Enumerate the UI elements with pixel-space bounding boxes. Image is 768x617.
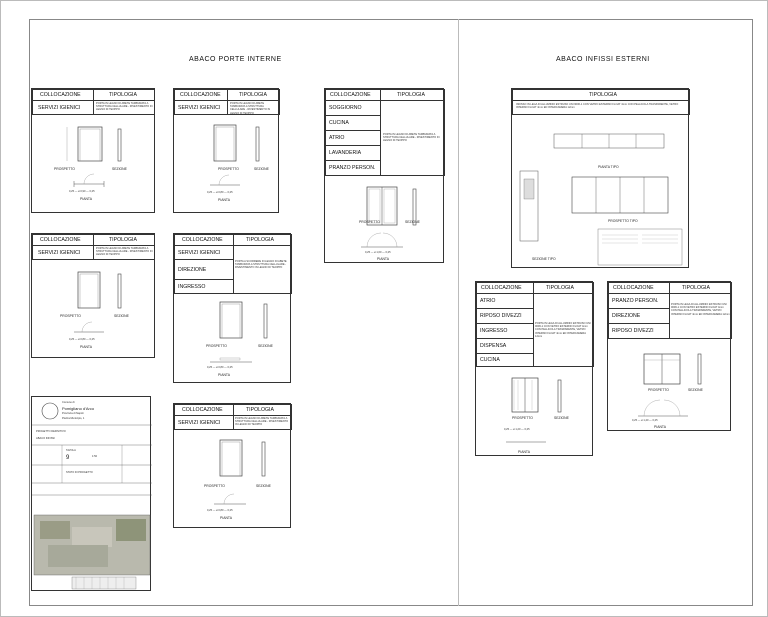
plan-dimension: 0,25 — ø 1,40 — 0,25 bbox=[632, 419, 658, 422]
room-atrio: ATRIO bbox=[480, 298, 496, 304]
room-lavanderia: LAVANDERIA bbox=[329, 150, 362, 156]
tb-address: Piazza Municipio, 1 bbox=[62, 417, 85, 420]
caption-sezione: SEZIONE bbox=[114, 314, 129, 318]
door-card-5 bbox=[173, 233, 291, 383]
room-label: SERVIZI IGIENICI bbox=[178, 105, 221, 111]
room-dispensa: DISPENSA bbox=[480, 343, 507, 349]
caption-sezione: SEZIONE bbox=[256, 484, 271, 488]
door-description: PORTA A SCORRERE IN LEGNO DI ABETE TAMBURATA A STRUTTURA CELLULARE - RIVESTIMENTO IN LEGNO DI TEOPPO bbox=[235, 260, 287, 270]
caption-prospetto: PROSPETTO bbox=[206, 344, 227, 348]
door-elevation-drawing bbox=[174, 89, 280, 214]
window-card-main bbox=[511, 88, 689, 268]
tb-org: Comune di bbox=[62, 401, 75, 404]
header-tipologia: TIPOLOGIA bbox=[246, 407, 274, 413]
caption-pianta: PIANTA bbox=[218, 198, 230, 202]
caption-sezione: SEZIONE bbox=[112, 167, 127, 171]
room-ingresso: INGRESSO bbox=[480, 328, 508, 334]
title-block-drawing bbox=[32, 397, 152, 592]
caption-prospetto-tipo: PROSPETTO TIPO bbox=[608, 219, 638, 223]
caption-sezione: SEZIONE bbox=[258, 344, 273, 348]
title-porte-interne: ABACO PORTE INTERNE bbox=[189, 56, 282, 63]
caption-pianta: PIANTA bbox=[80, 345, 92, 349]
room-riposo-divezzi: RIPOSO DIVEZZI bbox=[612, 328, 654, 334]
plan-dimension: 0,25 — ø 0,90 — 0,25 bbox=[69, 190, 95, 193]
room-pranzo: PRANZO PERSON. bbox=[612, 298, 659, 304]
header-tipologia: TIPOLOGIA bbox=[246, 237, 274, 243]
tb-scale: 1:50 bbox=[92, 455, 98, 458]
window-description: INFISSO IN LEGA DI ALLUMINIO ESTRUSO UNI 9006-1 CON VETRO ESTERNO FLOAT 4mm CON PELLICOLA TRASPARENTE, VETRO INTERNO FLOAT 4mm ED INTERCAMERA 12mm bbox=[516, 103, 679, 110]
sliding-door-drawing bbox=[174, 234, 292, 384]
header-tipologia: TIPOLOGIA bbox=[109, 237, 137, 243]
door-description: PORTA IN LEGNO DI ABETE TAMBURATA A STRUTTURA CELLULARE - RIVESTIMENTO IN LEGNO DI TEOPPO bbox=[96, 102, 153, 112]
door-card-4 bbox=[31, 233, 155, 358]
caption-sezione: SEZIONE bbox=[405, 220, 420, 224]
caption-prospetto: PROSPETTO bbox=[60, 314, 81, 318]
header-tipologia: TIPOLOGIA bbox=[239, 92, 267, 98]
room-direzione: DIREZIONE bbox=[612, 313, 641, 319]
tb-drawing-label: STATO DI PROGETTO bbox=[66, 471, 93, 474]
window-drawing bbox=[608, 282, 732, 432]
room-cucina: CUCINA bbox=[480, 357, 500, 363]
tb-province: Provincia di Napoli bbox=[62, 412, 84, 415]
window-card-b bbox=[607, 281, 731, 431]
header-collocazione: COLLOCAZIONE bbox=[40, 92, 81, 98]
door-card-2 bbox=[173, 88, 279, 213]
caption-pianta: PIANTA bbox=[220, 516, 232, 520]
caption-sezione: SEZIONE bbox=[688, 388, 703, 392]
room-label: SERVIZI IGIENICI bbox=[38, 105, 81, 111]
tb-table-label: TAVOLA bbox=[66, 449, 76, 452]
caption-prospetto: PROSPETTO bbox=[218, 167, 239, 171]
caption-prospetto: PROSPETTO bbox=[204, 484, 225, 488]
header-collocazione: COLLOCAZIONE bbox=[180, 92, 221, 98]
caption-prospetto: PROSPETTO bbox=[648, 388, 669, 392]
header-collocazione: COLLOCAZIONE bbox=[481, 285, 522, 291]
tb-city: Pomigliano d'Arco bbox=[62, 406, 95, 411]
caption-pianta: PIANTA bbox=[518, 450, 530, 454]
plan-dimension: 0,25 — ø 1,20 — 0,25 bbox=[504, 428, 530, 431]
plan-dimension: 0,25 — ø 0,80 — 0,25 bbox=[207, 509, 233, 512]
door-card-6 bbox=[173, 403, 291, 528]
sheet-divider bbox=[458, 19, 459, 606]
caption-pianta: PIANTA bbox=[377, 257, 389, 261]
door-elevation-drawing bbox=[32, 89, 156, 214]
header-collocazione: COLLOCAZIONE bbox=[182, 407, 223, 413]
caption-prospetto: PROSPETTO bbox=[54, 167, 75, 171]
window-description: PORTA IN LEGA DI ALLUMINIO ESTRUSO UNI 9006-1 CON VETRO ESTERNO FLOAT 4mm CON PELLICOLA TRASPARENTE, VETRO INTERNO FLOAT 4mm ED INTERCAMERA 12mm bbox=[671, 303, 730, 316]
header-tipologia: TIPOLOGIA bbox=[546, 285, 574, 291]
header-collocazione: COLLOCAZIONE bbox=[330, 92, 371, 98]
tb-project: PROGETTO DEFINITIVO bbox=[36, 430, 66, 433]
room-servizi: SERVIZI IGIENICI bbox=[178, 250, 221, 256]
door-description: PORTA IN LEGNO DI ABETE TAMBURATA A STRUTTURA CELLULARE - RIVESTIMENTO IN LEGNO DI TEOPPO bbox=[96, 247, 153, 257]
room-pranzo: PRANZO PERSON. bbox=[329, 165, 376, 171]
window-description: PORTA IN LEGA DI ALLUMINIO ESTRUSO UNI 9006-1 CON VETRO ESTERNO FLOAT 4mm CON PELLICOLA TRASPARENTE, VETRO INTERNO FLOAT 4mm ED INTERCAMERA 12mm bbox=[535, 322, 591, 338]
plan-dimension: 0,25 — ø 0,80 — 0,25 bbox=[207, 366, 233, 369]
room-direzione: DIREZIONE bbox=[178, 267, 207, 273]
caption-pianta: PIANTA bbox=[218, 373, 230, 377]
door-description: PORTA IN LEGNO DI ABETE TAMBURATA A STRUTTURA CELLULARE - RIVESTIMENTO IN LEGNO DI TEOPPO bbox=[230, 102, 271, 115]
window-card-a bbox=[475, 281, 593, 456]
header-collocazione: COLLOCAZIONE bbox=[613, 285, 654, 291]
plan-dimension: 0,25 — ø 0,80 — 0,25 bbox=[69, 338, 95, 341]
door-description: PORTA IN LEGNO DI ABETE TAMBURATA A STRUTTURA CELLULARE - RIVESTIMENTO IN LEGNO DI TEOPPO bbox=[383, 133, 440, 143]
room-soggiorno: SOGGIORNO bbox=[329, 105, 362, 111]
title-infissi-esterni: ABACO INFISSI ESTERNI bbox=[556, 56, 650, 63]
header-tipologia: TIPOLOGIA bbox=[682, 285, 710, 291]
window-door-drawing bbox=[476, 282, 594, 457]
tb-table-value: 9 bbox=[66, 455, 70, 461]
caption-pianta: PIANTA bbox=[80, 197, 92, 201]
plan-dimension: 0,25 — ø 1,60 — 0,25 bbox=[365, 251, 391, 254]
header-tipologia: TIPOLOGIA bbox=[589, 92, 617, 98]
header-collocazione: COLLOCAZIONE bbox=[40, 237, 81, 243]
header-collocazione: COLLOCAZIONE bbox=[182, 237, 223, 243]
room-riposo-divezzi: RIPOSO DIVEZZI bbox=[480, 313, 522, 319]
caption-sezione-tipo: SEZIONE TIPO bbox=[532, 257, 556, 261]
room-cucina: CUCINA bbox=[329, 120, 349, 126]
caption-sezione: SEZIONE bbox=[254, 167, 269, 171]
caption-pianta: PIANTA bbox=[654, 425, 666, 429]
plan-dimension: 0,25 — ø 0,80 — 0,25 bbox=[207, 191, 233, 194]
room-label: SERVIZI IGIENICI bbox=[178, 420, 221, 426]
caption-prospetto: PROSPETTO bbox=[359, 220, 380, 224]
caption-pianta-tipo: PIANTA TIPO bbox=[598, 165, 619, 169]
title-block bbox=[31, 396, 151, 591]
room-ingresso: INGRESSO bbox=[178, 284, 206, 290]
door-elevation-drawing bbox=[174, 404, 292, 529]
header-tipologia: TIPOLOGIA bbox=[109, 92, 137, 98]
door-card-1 bbox=[31, 88, 155, 213]
room-label: SERVIZI IGIENICI bbox=[38, 250, 81, 256]
window-detail-drawing bbox=[512, 89, 690, 269]
tb-subject: ABACO INFISSI bbox=[36, 437, 55, 440]
header-tipologia: TIPOLOGIA bbox=[397, 92, 425, 98]
door-card-3 bbox=[324, 88, 444, 263]
caption-sezione: SEZIONE bbox=[554, 416, 569, 420]
caption-prospetto: PROSPETTO bbox=[512, 416, 533, 420]
door-description: PORTA IN LEGNO DI ABETE TAMBURATA A STRUTTURA CELLULARE - RIVESTIMENTO IN LEGNO DI TEOPPO bbox=[235, 417, 289, 427]
room-atrio: ATRIO bbox=[329, 135, 345, 141]
double-door-drawing bbox=[325, 89, 445, 264]
